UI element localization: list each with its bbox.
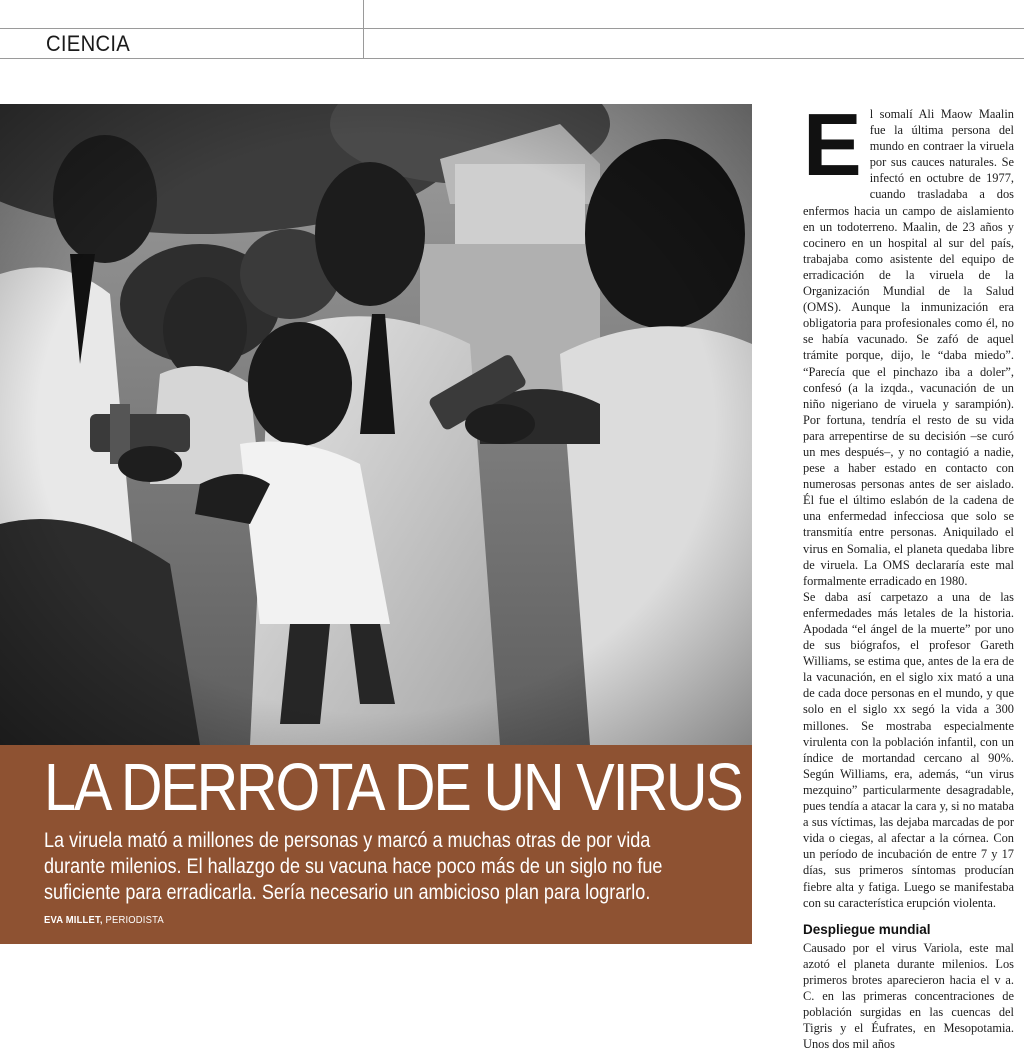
article-photo [0, 104, 752, 745]
deck: La viruela mató a millones de personas y marcó a muchas otras de por vida durante milenios. El hallazgo de su vacuna hace poco más de un siglo no fue suficiente para erradicarla. Sería necesario un ambicioso plan para lograrlo. [44, 828, 663, 904]
article-paragraph-1 [803, 95, 1014, 589]
drop-cap: E [803, 95, 862, 194]
article-paragraph-2: Se daba así carpetazo a una de las enfermedades más letales de la historia. Apodada “el ángel de la muerte” por uno de sus biógrafos, el profesor Gareth Williams, se estima que, antes de la era de la vacunación, en el siglo xix mató a una de cada doce personas en el mundo, y que solo en el siglo xx segó la vida a 300 millones. Se mostraba especialmente virulenta con la población infantil, con un índice de mortandad cercano al 90%. Según Williams, era, además, “un virus mezquino” particularmente desagradable, pues tendía a atacar la cara y, si no mataba a sus víctimas, las dejaba marcadas de por vida o ciegas, al afectar a la córnea. Con un período de incubación de entre 7 y 17 días, sus primeros síntomas producían fiebre alta y fatiga. Luego se manifestaba con su característica erupción violenta. [803, 589, 1014, 910]
byline-name: EVA MILLET, [44, 914, 103, 926]
byline-role: PERIODISTA [102, 914, 164, 926]
headline: LA DERROTA DE UN VIRUS [44, 750, 742, 825]
header-rule-bottom [0, 58, 1024, 59]
header-divider [363, 0, 364, 58]
article-paragraph-3: Causado por el virus Variola, este mal azotó el planeta durante milenios. Los primeros brotes aparecieron hacia el v a. C. en las primeras concentraciones de población surgidas en las cuencas del Tigris y el Éufrates, en Mesopotamia. Unos dos mil años [803, 940, 1014, 1052]
article-column [803, 95, 1014, 1052]
section-label: CIENCIA [46, 31, 131, 56]
byline [44, 914, 164, 926]
paragraph-1-text: l somalí Ali Maow Maalin fue la última persona del mundo en contraer la viruela por sus cauces naturales. Se infectó en octubre de 1977, cuando trasladaba a dos enfermos hacia un campo de aislamiento en un todoterreno. Maalin, de 23 años y cocinero en un hospital al sur del país, trabajaba como asistente del equipo de erradicación de la viruela de la Organización Mundial de la Salud (OMS). Aunque la inmunización era obligatoria para profesionales como él, no se había vacunado. Se zafó de aquel trámite porque, dijo, le “daba miedo”. “Parecía que el pinchazo iba a doler”, confesó (a la izqda., vacunación de un niño nigeriano de viruela y sarampión). Por fortuna, tendría el resto de su vida para arrepentirse de su decisión –se curó un mes después–, y no contagió a nadie, pese a haber estado en contacto con numerosas personas antes de ser aislado. Él fue el último eslabón de la cadena de una enfermedad infecciosa que solo se transmitía entre personas. Aniquilado el virus en Somalia, el planeta quedaba libre de viruela. La OMS declararía este mal formalmente erradicado en 1980. [803, 107, 1014, 588]
title-band [0, 745, 752, 944]
header-rule-top [0, 28, 1024, 29]
subhead: Despliegue mundial [803, 921, 931, 937]
